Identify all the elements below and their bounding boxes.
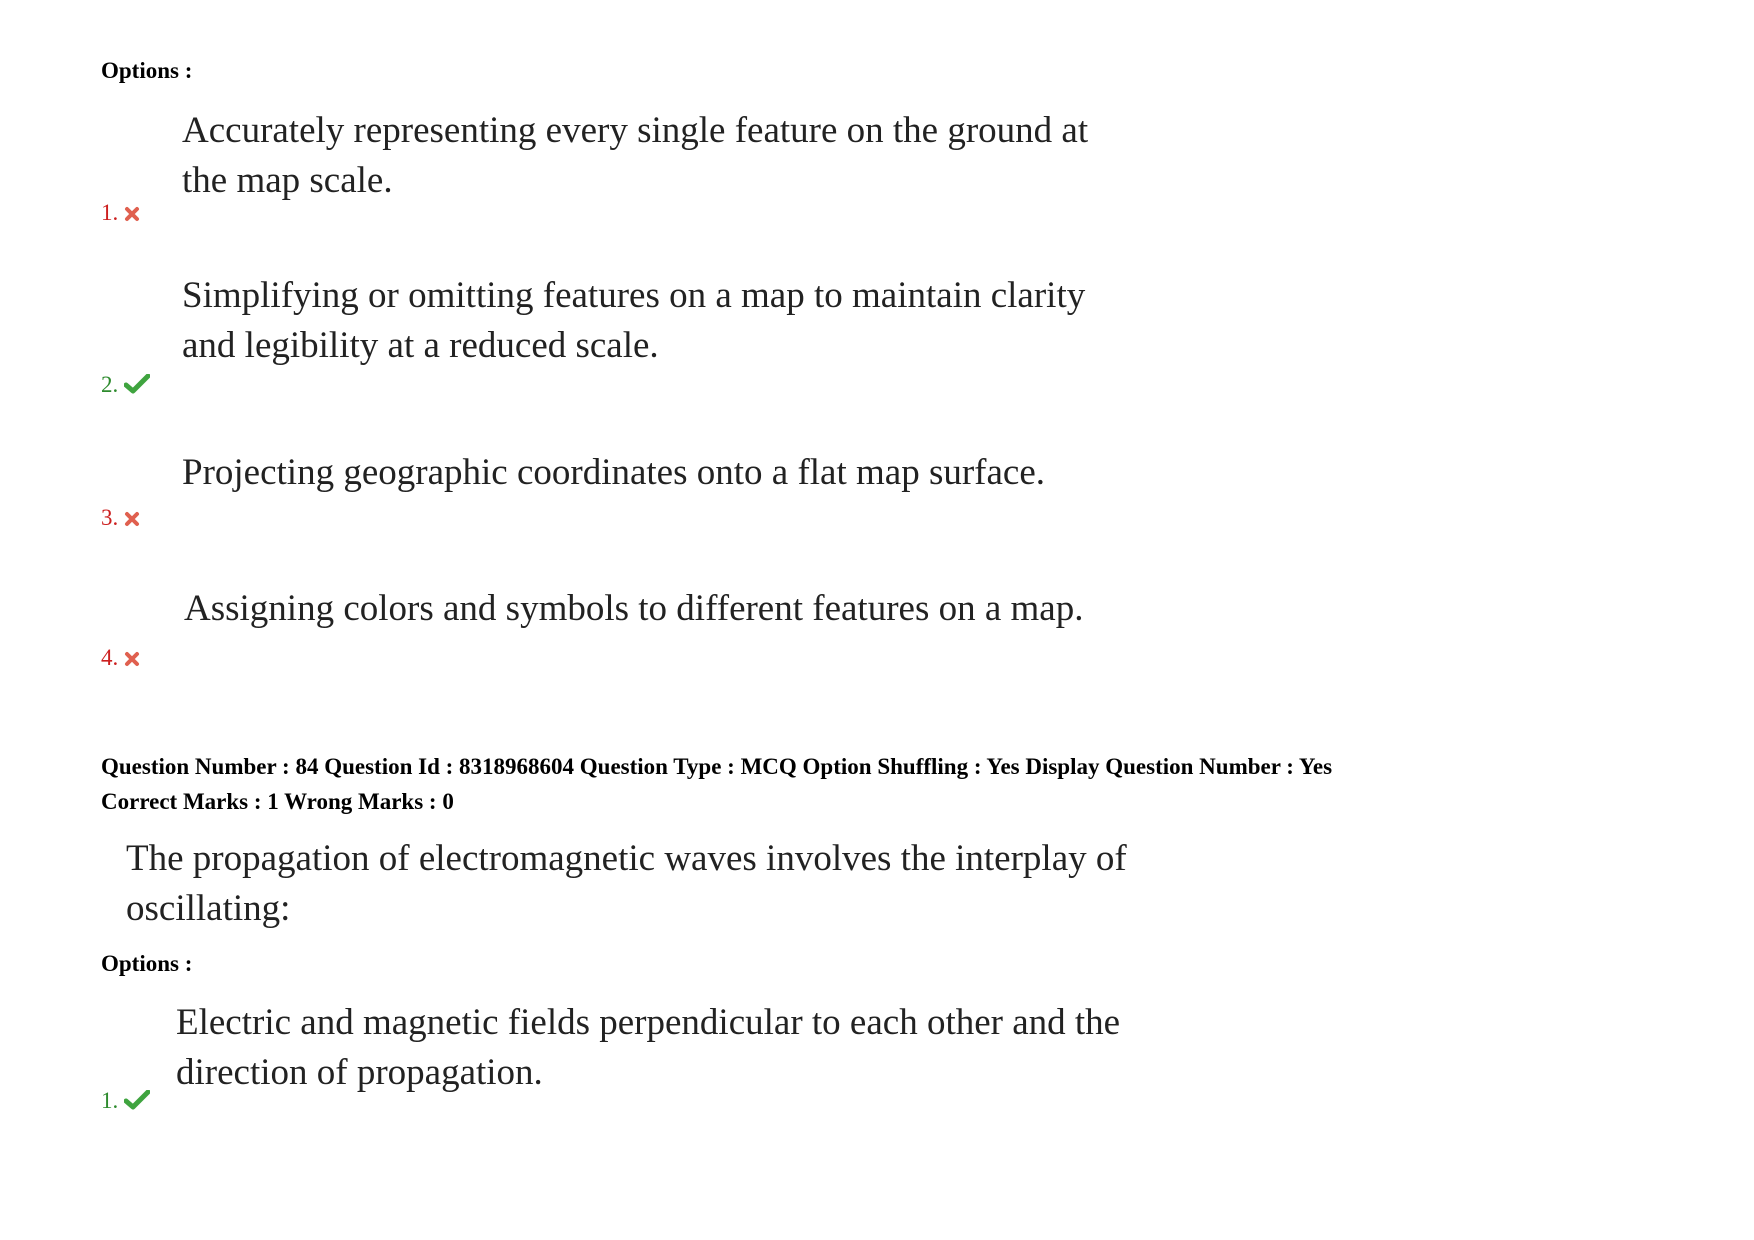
option-3-number [101, 505, 140, 533]
options-label: Options : [101, 58, 193, 83]
option-number: 1. [101, 1088, 119, 1113]
option-3-text [182, 448, 1045, 498]
option-2-number [101, 372, 150, 400]
check-icon [124, 374, 150, 400]
question-meta [101, 749, 1332, 819]
option-2-text [182, 271, 1085, 371]
option-number: 3. [101, 505, 119, 530]
option-1-text [182, 106, 1088, 206]
option-4-number [101, 645, 140, 673]
option-text-line: Projecting geographic coordinates onto a flat map surface. [182, 452, 1046, 493]
q84-option-1-number [101, 1088, 150, 1116]
question-text-line: oscillating: [126, 888, 291, 929]
option-text-line: direction of propagation. [176, 1052, 543, 1093]
question-meta-line: Question Number : 84 Question Id : 8318968604 Question Type : MCQ Option Shuffling : Yes Display Question Number : Yes [101, 754, 1333, 779]
cross-icon [124, 507, 140, 533]
cross-icon [124, 647, 140, 673]
option-text-line: and legibility at a reduced scale. [182, 325, 659, 366]
option-4-text [184, 584, 1083, 634]
option-number: 2. [101, 372, 119, 397]
question-text-line: The propagation of electromagnetic waves involves the interplay of [126, 838, 1127, 879]
q84-option-1-text [176, 998, 1120, 1098]
marks-line: Correct Marks : 1 Wrong Marks : 0 [101, 789, 454, 814]
option-1-number [101, 200, 140, 228]
option-text-line: Assigning colors and symbols to different features on a map. [184, 588, 1084, 629]
option-number: 1. [101, 200, 119, 225]
cross-icon [124, 202, 140, 228]
question-text [126, 834, 1127, 934]
check-icon [124, 1090, 150, 1116]
option-number: 4. [101, 645, 119, 670]
options-label: Options : [101, 951, 193, 976]
option-text-line: Accurately representing every single feature on the ground at [182, 110, 1089, 151]
option-text-line: Electric and magnetic fields perpendicular to each other and the [176, 1002, 1121, 1043]
option-text-line: the map scale. [182, 160, 393, 201]
option-text-line: Simplifying or omitting features on a map to maintain clarity [182, 275, 1086, 316]
